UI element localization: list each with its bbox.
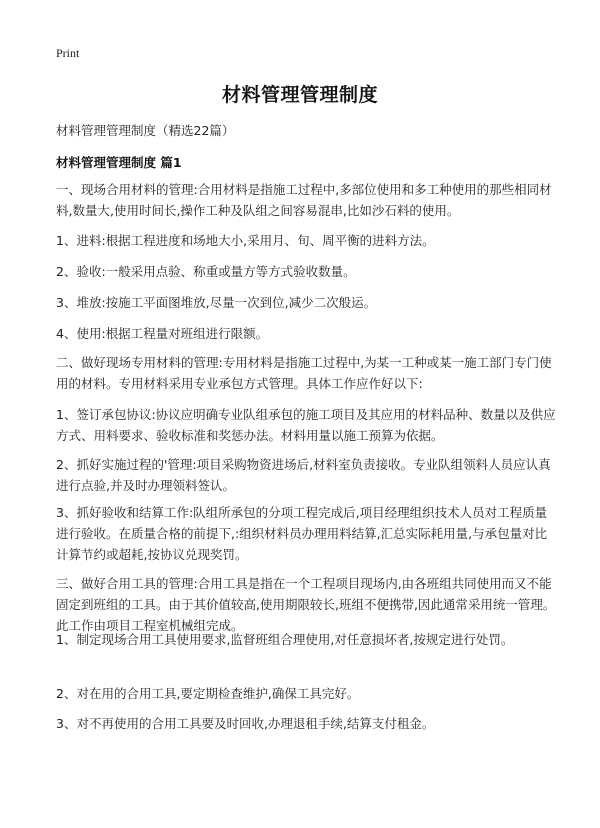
paragraph: 1、制定现场合用工具使用要求,监督班组合理使用,对任意损坏者,按规定进行处罚。 [56,632,514,647]
paragraph: 3、抓好验收和结算工作:队组所承包的分项工程完成后,项目经理组织技术人员对工程质量进行验收。在质量合格的前提下,:组织材料员办理用料结算,汇总实际耗用量,与承包量对比计算节约或超耗,按协议兑现奖罚。 [56,505,548,562]
paragraph: 2、抓好实施过程的'管理:项目采购物资进场后,材料室负责接收。专业队组领料人员应认真进行点验,并及时办理领料签认。 [56,457,551,493]
paragraph: 一、现场合用材料的管理:合用材料是指施工过程中,多部位使用和多工种使用的那些相同材料,数量大,使用时间长,操作工种及队组之间容易混串,比如沙石料的使用。 [56,182,552,218]
paragraph: 3、对不再使用的合用工具要及时回收,办理退租手续,结算支付租金。 [56,716,435,731]
document-title: 材料管理管理制度 [221,84,378,106]
paragraph: 二、做好现场专用材料的管理:专用材料是指施工过程中,为某一工种或某一施工部门专门使用的材料。专用材料采用专业承包方式管理。具体工作应作好以下: [56,355,552,391]
document-subtitle: 材料管理管理制度（精选22篇） [56,123,235,138]
paragraph: 3、堆放:按施工平面图堆放,尽量一次到位,减少二次般运。 [56,295,377,310]
paragraph: 三、做好合用工具的管理:合用工具是指在一个工程项目现场内,由各班组共同使用而又不能固定到班组的工具。由于其价值较高,使用期限较长,班组不便携带,因此通常采用统一管理。此工作由项目工程室机械组完成。 [56,576,556,633]
paragraph: 2、对在用的合用工具,要定期检查维护,确保工具完好。 [56,686,360,701]
paragraph: 4、使用:根据工程量对班组进行限额。 [56,326,269,341]
paragraph: 1、进料:根据工程进度和场地大小,采用月、旬、周平衡的进料方法。 [56,233,435,248]
paragraph: 1、签订承包协议:协议应明确专业队组承包的施工项目及其应用的材料品种、数量以及供应方式、用料要求、验收标准和奖惩办法。材料用量以施工预算为依据。 [56,407,556,443]
paragraph: 2、验收:一般采用点验、称重或量方等方式验收数量。 [56,264,356,279]
print-label: Print [56,46,80,60]
section-heading: 材料管理管理制度 篇1 [56,155,182,170]
